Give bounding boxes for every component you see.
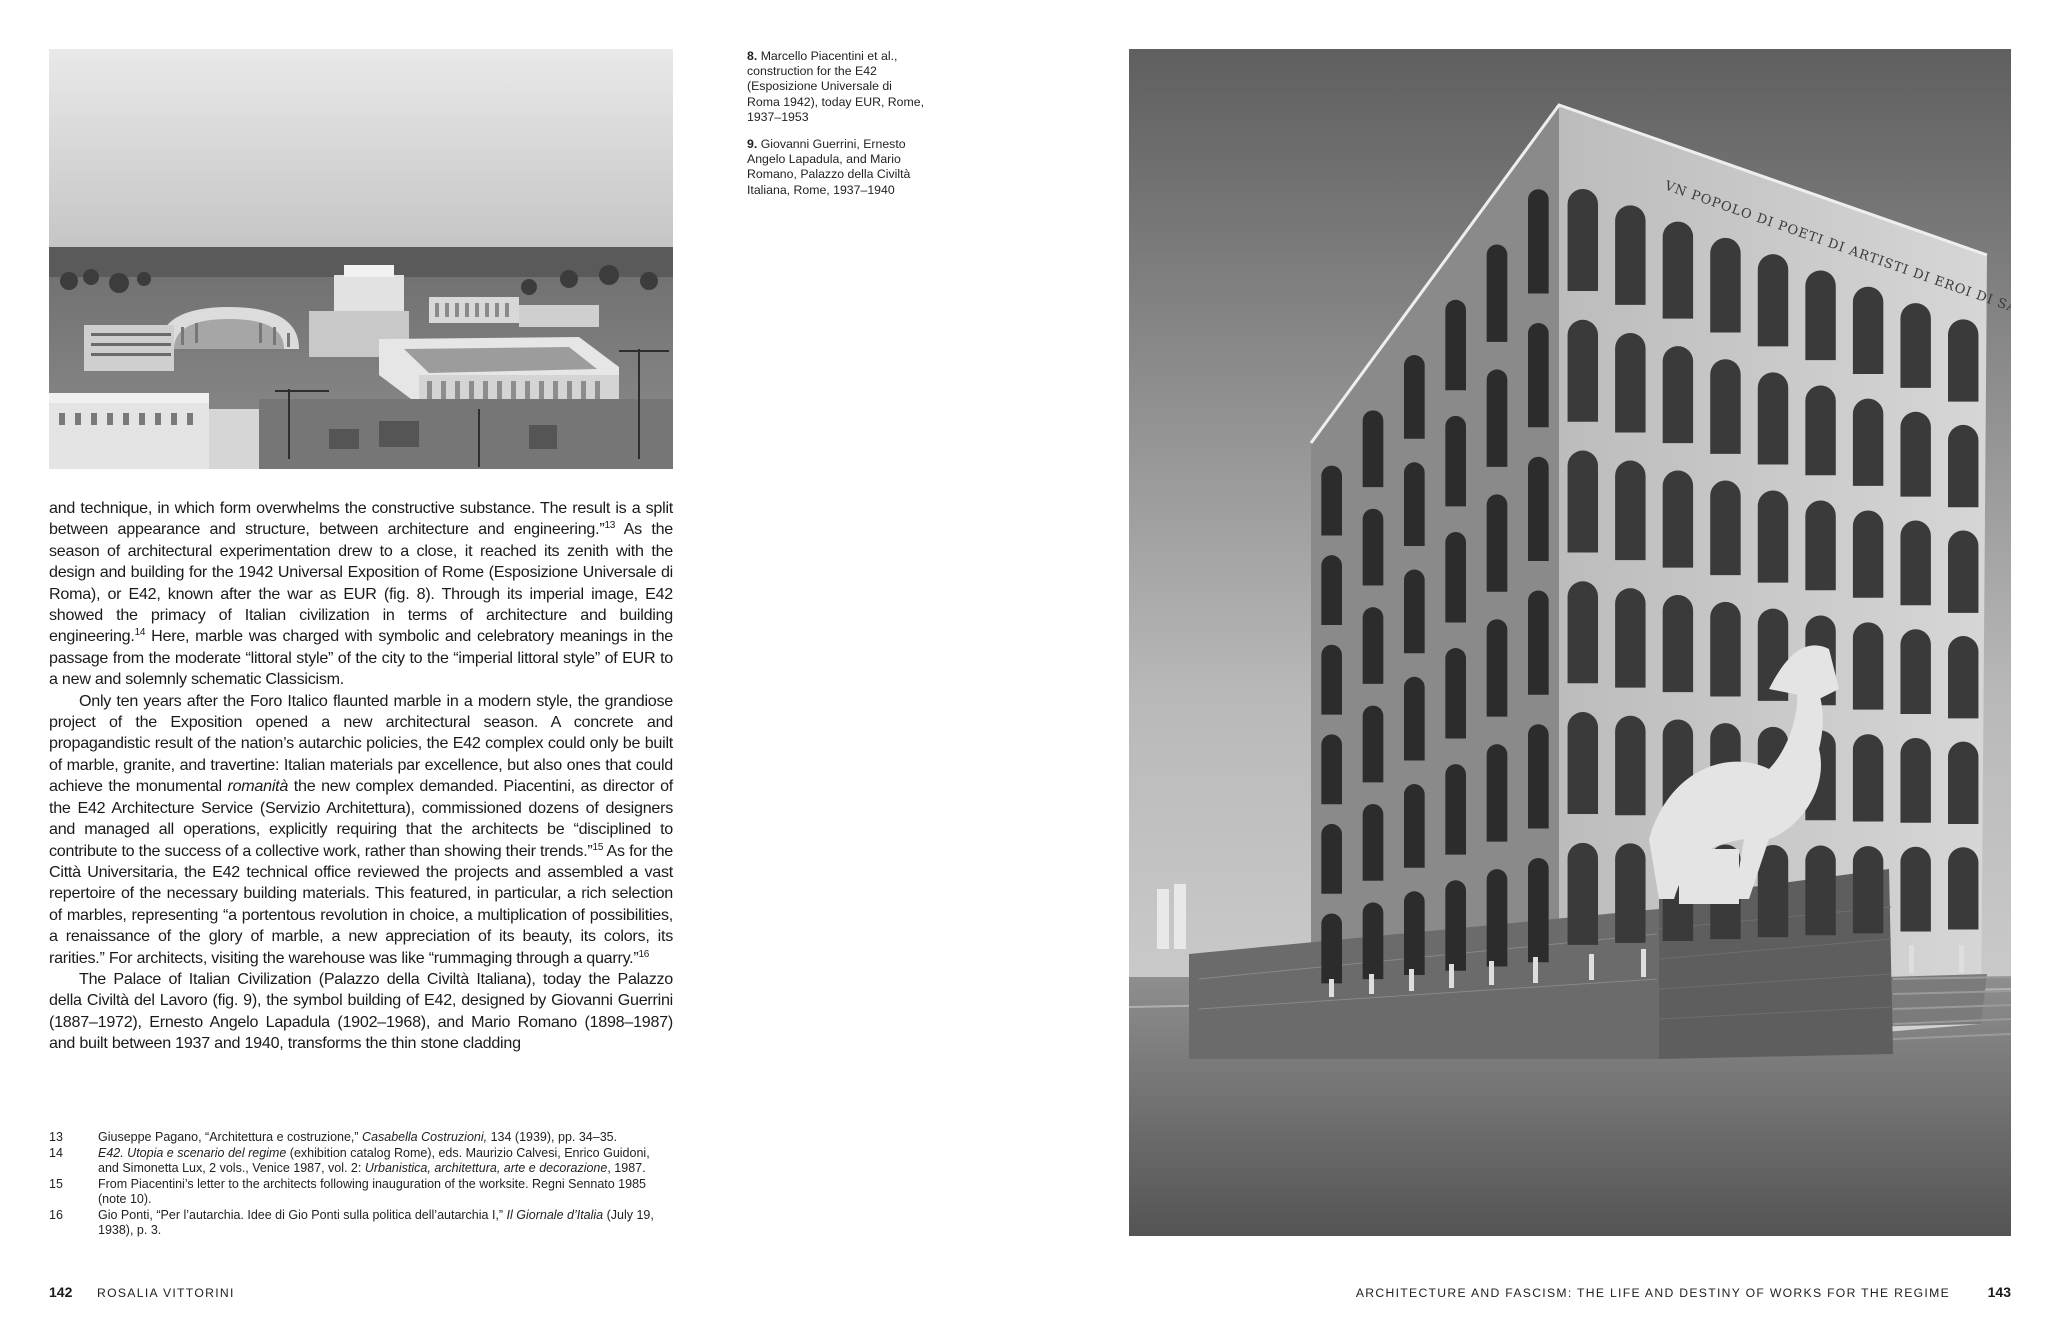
arch-opening bbox=[1900, 738, 1930, 823]
footnote-16 bbox=[49, 1208, 673, 1238]
arch-opening bbox=[1805, 270, 1835, 360]
arch-opening bbox=[1445, 300, 1466, 391]
arch-opening bbox=[1487, 244, 1508, 341]
figure-captions bbox=[747, 49, 927, 210]
arch-opening bbox=[1900, 847, 1930, 932]
footnote-text bbox=[98, 1130, 673, 1145]
arch-opening bbox=[1321, 913, 1342, 983]
arch-opening bbox=[1568, 451, 1598, 553]
arch-opening bbox=[1900, 303, 1930, 388]
arch-opening bbox=[1615, 588, 1645, 688]
arch-opening bbox=[1758, 254, 1788, 346]
arch-opening bbox=[1487, 619, 1508, 716]
arch-opening bbox=[1363, 902, 1384, 979]
footnote-14 bbox=[49, 1146, 673, 1176]
footnote-15 bbox=[49, 1177, 673, 1207]
footnote-text-part: Giuseppe Pagano, “Architettura e costruzione,” bbox=[98, 1130, 363, 1144]
arch-opening bbox=[1487, 744, 1508, 841]
fig8-eur-aerial-photo bbox=[49, 49, 673, 469]
arch-opening bbox=[1528, 858, 1549, 962]
arch-opening bbox=[1445, 416, 1466, 507]
footnote-number: 14 bbox=[49, 1146, 63, 1160]
arch-opening bbox=[1528, 457, 1549, 561]
caption-number: 8. bbox=[747, 49, 758, 63]
arch-opening bbox=[1663, 346, 1693, 443]
paragraph-text: Only ten years after the Foro Italico flaunted marble in a modern style, the grandiose project of the Exposition opened a new architectural season. A concrete and propagandistic result of the nation’s autarchic policies, the E42 complex could only be built of marble, granite, and travertine: Italian materials par excellence, but also ones that could achieve the monumental bbox=[49, 691, 673, 796]
paragraph-text: and technique, in which form overwhelms the constructive substance. The result is a split between appearance and structure, between architecture and engineering.” bbox=[49, 499, 673, 539]
caption-fig8 bbox=[747, 49, 927, 125]
arch-opening bbox=[1363, 804, 1384, 881]
italic-term: romanità bbox=[227, 777, 289, 796]
arch-opening bbox=[1758, 372, 1788, 464]
arch-opening bbox=[1363, 607, 1384, 684]
caption-number: 9. bbox=[747, 137, 758, 152]
running-title: ARCHITECTURE AND FASCISM: THE LIFE AND DESTINY OF WORKS FOR THE REGIME bbox=[1355, 1286, 1950, 1300]
arch-opening bbox=[1900, 521, 1930, 606]
caption-fig9 bbox=[747, 137, 927, 198]
footnote-text bbox=[98, 1146, 673, 1176]
arch-opening bbox=[1710, 602, 1740, 697]
arch-opening bbox=[1528, 323, 1549, 427]
arch-opening bbox=[1404, 570, 1425, 654]
arch-opening bbox=[1758, 491, 1788, 583]
footnote-ref-15[interactable]: 15 bbox=[592, 841, 604, 853]
fig9-palazzo-civilta-photo bbox=[1129, 49, 2011, 1236]
arch-opening bbox=[1663, 471, 1693, 568]
arch-opening bbox=[1404, 891, 1425, 975]
footnote-text-part: (exhibition catalog Rome), eds. Maurizio Calvesi, Enrico Guidoni, and Simonetta Lux, 2 vols., Venice 1987, vol. 2: bbox=[98, 1146, 650, 1175]
arch-opening bbox=[1321, 555, 1342, 625]
running-author: ROSALIA VITTORINI bbox=[97, 1286, 235, 1300]
arch-opening bbox=[1363, 706, 1384, 783]
arch-opening bbox=[1710, 359, 1740, 454]
caption-text: Marcello Piacentini et al., construction for the E42 (Esposizione Universale di Roma 1942), today EUR, Rome, 1937–1953 bbox=[747, 49, 925, 124]
footnote-ref-13[interactable]: 13 bbox=[604, 520, 616, 532]
arch-opening bbox=[1404, 677, 1425, 761]
arch-opening bbox=[1948, 847, 1978, 929]
footnote-italic: Urbanistica, architettura, arte e decorazione bbox=[364, 1161, 608, 1175]
paragraph-text: The Palace of Italian Civilization (Palazzo della Civiltà Italiana), today the Palazzo della Civiltà del Lavoro (fig. 9), the symbol building of E42, designed by Giovanni Guerrini (1887–1972), Ernesto Angelo Lapadula (1902–1968), and Mario Romano (1898–1987) and built between 1937 and 1940, transforms the thin stone cladding bbox=[49, 969, 673, 1053]
footnote-number: 15 bbox=[49, 1177, 63, 1191]
arch-opening bbox=[1404, 355, 1425, 439]
arch-opening bbox=[1404, 462, 1425, 546]
arch-opening bbox=[1615, 333, 1645, 433]
main-body-text bbox=[49, 498, 673, 1055]
footnote-text-part: (July 19, 1938), p. 3. bbox=[98, 1208, 654, 1237]
footnote-number: 13 bbox=[49, 1130, 63, 1144]
arch-opening bbox=[1528, 590, 1549, 694]
paragraph-3 bbox=[49, 969, 673, 1055]
palazzo-civilta-illustration bbox=[1129, 49, 2011, 1236]
arch-opening bbox=[1948, 319, 1978, 401]
footnote-text-part: 134 (1939), pp. 34–35. bbox=[487, 1130, 618, 1144]
eur-aerial-illustration bbox=[49, 49, 673, 469]
paragraph-text: Here, marble was charged with symbolic and celebratory meanings in the passage from the moderate “littoral style” of the city to the “imperial littoral style” of EUR to a new and solemnly schematic Classicism. bbox=[49, 627, 673, 689]
arch-opening bbox=[1528, 189, 1549, 293]
arch-opening bbox=[1710, 238, 1740, 333]
arch-opening bbox=[1663, 222, 1693, 319]
arch-opening bbox=[1805, 501, 1835, 591]
arch-opening bbox=[1948, 530, 1978, 612]
footnote-text bbox=[98, 1208, 673, 1238]
arch-opening bbox=[1663, 595, 1693, 692]
arch-opening bbox=[1900, 412, 1930, 497]
arch-opening bbox=[1404, 784, 1425, 868]
paragraph-2 bbox=[49, 691, 673, 969]
footnote-text: From Piacentini’s letter to the architects following inauguration of the worksite. Regni Sennato 1985 (note 10). bbox=[98, 1177, 646, 1206]
arch-opening bbox=[1445, 880, 1466, 971]
arch-opening bbox=[1445, 648, 1466, 739]
arch-opening bbox=[1805, 846, 1835, 936]
footnote-text-part: , 1987. bbox=[607, 1161, 646, 1175]
arch-opening bbox=[1445, 764, 1466, 855]
arch-opening bbox=[1487, 869, 1508, 966]
paragraph-text: As for the Città Universitaria, the E42 technical office reviewed the projects and assembled a vast repertoire of the necessary building materials. This featured, in particular, a rich selection of marbles, representing “a portentous revolution in choice, a multiplication of possibilities, a renaissance of the glory of marble, a new appreciation of its beauty, its colors, its rarities.” For architects, visiting the warehouse was like “rummaging through a quarry.” bbox=[49, 841, 673, 967]
arch-opening bbox=[1321, 466, 1342, 536]
paragraph-1 bbox=[49, 498, 673, 691]
arch-opening bbox=[1568, 581, 1598, 683]
arch-opening bbox=[1853, 287, 1883, 374]
footnote-ref-14[interactable]: 14 bbox=[134, 627, 146, 639]
arch-opening bbox=[1363, 410, 1384, 487]
arch-opening bbox=[1321, 645, 1342, 715]
footnote-ref-16[interactable]: 16 bbox=[638, 948, 650, 960]
arch-opening bbox=[1615, 716, 1645, 816]
facade-inscription: VN POPOLO DI POETI DI ARTISTI DI EROI DI SANTI bbox=[1662, 178, 2011, 326]
arch-opening bbox=[1805, 385, 1835, 475]
footnote-italic: Il Giornale d’Italia bbox=[506, 1208, 604, 1222]
arch-opening bbox=[1568, 189, 1598, 291]
arch-opening bbox=[1528, 724, 1549, 828]
arch-opening bbox=[1321, 824, 1342, 894]
arch-opening bbox=[1615, 461, 1645, 561]
arch-opening bbox=[1853, 510, 1883, 597]
arch-opening bbox=[1853, 846, 1883, 933]
arch-opening bbox=[1615, 205, 1645, 305]
arch-opening bbox=[1615, 843, 1645, 943]
arch-opening bbox=[1568, 712, 1598, 814]
arch-opening bbox=[1710, 481, 1740, 576]
arch-opening bbox=[1900, 629, 1930, 714]
footnote-13 bbox=[49, 1130, 673, 1145]
arch-opening bbox=[1948, 636, 1978, 718]
paragraph-text: As the season of architectural experimentation drew to a close, it reached its zenith with the design and building for the 1942 Universal Exposition of Rome (Esposizione Universale di Roma), or E42, known after the war as EUR (fig. 8). Through its imperial image, E42 showed the primacy of Italian civilization in terms of architecture and building engineering. bbox=[49, 520, 673, 646]
arch-opening bbox=[1853, 734, 1883, 821]
caption-text: Giovanni Guerrini, Ernesto Angelo Lapadula, and Mario Romano, Palazzo della Civiltà Italiana, Rome, 1937–1940 bbox=[747, 137, 911, 197]
footnote-number: 16 bbox=[49, 1208, 63, 1222]
footnote-italic: E42. Utopia e scenario del regime bbox=[98, 1146, 287, 1160]
page-number-left: 142 bbox=[49, 1284, 73, 1300]
arch-opening bbox=[1853, 622, 1883, 709]
paragraph-text: the new complex demanded. Piacentini, as director of the E42 Architecture Service (Servizio Architettura), commissioned dozens of designers and managed all operations, explicitly requiring that the architects be “disciplined to contribute to the success of a collective work, rather than showing their trends.” bbox=[49, 777, 673, 860]
footnote-italic: Casabella Costruzioni, bbox=[362, 1130, 488, 1144]
arch-opening bbox=[1948, 742, 1978, 824]
arch-opening bbox=[1948, 425, 1978, 507]
arch-opening bbox=[1568, 320, 1598, 422]
arch-opening bbox=[1487, 369, 1508, 466]
page-number-right: 143 bbox=[1987, 1284, 2011, 1300]
footnotes bbox=[49, 1130, 673, 1239]
arch-opening bbox=[1321, 734, 1342, 804]
arch-opening bbox=[1568, 843, 1598, 945]
arch-opening bbox=[1487, 494, 1508, 591]
footnote-text-part: Gio Ponti, “Per l’autarchia. Idee di Gio Ponti sulla politica dell’autarchia I,” bbox=[98, 1208, 507, 1222]
arch-opening bbox=[1853, 399, 1883, 486]
arch-opening bbox=[1445, 532, 1466, 623]
arch-opening bbox=[1363, 509, 1384, 586]
